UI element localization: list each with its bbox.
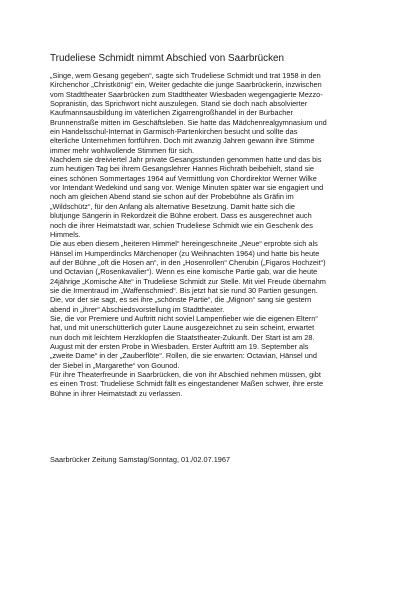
article-line: 24jährige „Komische Alte“ in Trudeliese Schmidt zur Stelle. Mit viel Freude übernahm (50, 276, 326, 286)
article-line: vor Intendant Wedekind und sang vor. Wenige Minuten später war sie engagiert und (50, 183, 324, 193)
article-line: es einen Trost: Trudeliese Schmidt fällt es eingestandener Maßen schwer, ihre erste (50, 379, 324, 389)
article-line: Hänsel im Humperdincks Märchenoper (zu Weihnachten 1964) und hatte bis heute (50, 248, 320, 258)
article-line: „zweite Dame“ in der „Zauberflöte“. Rollen, die sie erwarten: Octavian, Hänsel und (50, 351, 317, 361)
article-line: auf der Bühne „oft die Hosen an“, in den „Hosenrollen“ Cherubin („Figaros Hochzeit“) (50, 257, 326, 267)
article-line: immer mehr wohlwollende Stimmen für sich. (50, 145, 195, 155)
article-line: noch die ihrer Heimatstadt war, schien Trudeliese Schmidt wie ein Geschenk des (50, 220, 313, 230)
article-body (50, 71, 380, 398)
article-line: eines schönen Sommertages 1964 auf Vermittlung von Chordirektor Werner Wilke (50, 173, 317, 183)
article-headline: Trudeliese Schmidt nimmt Abschied von Saarbrücken (50, 53, 284, 64)
article-line: Für ihre Theaterfreunde in Saarbrücken, die von ihr Abschied nehmen müssen, gibt (50, 370, 321, 379)
article-line: noch am gleichen Abend stand sie schon auf der Probebühne als Gräfin im (50, 192, 294, 202)
article-line: elterliche Unternehmen fortführen. Doch mit zwanzig Jahren gewann ihre Stimme (50, 136, 315, 146)
article-line: Die aus eben diesem „heiteren Himmel“ hereingeschneite „Neue“ erprobte sich als (50, 239, 318, 249)
article-source: Saarbrücker Zeitung Samstag/Sonntag, 01./02.07.1967 (50, 455, 231, 464)
article-line: Himmels. (50, 229, 81, 239)
article-line: Die, vor der sie sagt, es sei ihre „schönste Partie“, die „Mignon“ sang sie gestern (50, 295, 312, 305)
article-line: „Wildschütz“, für den Anfang als alternative Besetzung. Damit hatte sich die (50, 201, 295, 211)
article-line: Kirchenchor „Christkönig“ ein, Weiter gedachte die junge Saarbrückerin, inzwischen (50, 80, 322, 90)
article-line: hat, und mit unerschütterlich guter Laune ausgezeichnet zu sein scheint, erwartet (50, 323, 315, 333)
article-line: „Singe, wem Gesang gegeben“, sagte sich Trudeliese Schmidt und trat 1958 in den (50, 71, 321, 80)
article-line: sie die Irmentraud im „Waffenschmied“. Bis jetzt hat sie rund 30 Partien gesungen. (50, 285, 318, 295)
article-line: nun doch mit leichtem Herzklopfen die Staatstheater-Zukunft. Der Start ist am 28. (50, 332, 315, 342)
article-line: Sie, die vor Premiere und Auftritt nicht soviel Lampenfieber wie die eigenen Eltern“ (50, 313, 318, 323)
article-line: Bühne in ihrer Heimatstadt zu verlassen. (50, 388, 183, 398)
article-line: vom Stadttheater Saarbrücken zum Stadttheater Wiesbaden wegengagierte Mezzo- (50, 89, 323, 99)
article-line: der Siebel in „Margarethe“ von Gounod. (50, 360, 180, 370)
article-line: zum heutigen Tag bei ihrem Gesangslehrer Hannes Richrath beibehielt, stand sie (50, 164, 314, 174)
article-line: ein Handelsschul-Internat in Garmisch-Partenkirchen besucht und sollte das (50, 127, 298, 137)
article-line: Brunnenstraße mitten im Geschäftsleben. Sie hatte das Mädchenrealgymnasium und (50, 117, 327, 127)
article-line: abend in „ihrer“ Abschiedsvorstellung im Stadttheater. (50, 304, 225, 314)
article-line: Nachdem sie dreiviertel Jahr private Gesangsstunden genommen hatte und das bis (50, 155, 322, 165)
article-line: und Octavian („Rosenkavalier“). Wenn es eine komische Partie gab, war die heute (50, 267, 318, 277)
article-line: blutjunge Sängerin in Rekordzeit die Bühne erobert. Dass es ausgerechnet auch (50, 211, 312, 221)
article-line: Kaufmannsausbildung im väterlichen Zigarrengroßhandel in der Burbacher (50, 108, 293, 118)
article-line: August mit der ersten Probe in Wiesbaden. Erster Auftritt am 19. September als (50, 341, 309, 351)
article-line: Sopranistin, das Sprichwort nicht auszulegen. Stand sie doch nach absolvierter (50, 99, 308, 109)
